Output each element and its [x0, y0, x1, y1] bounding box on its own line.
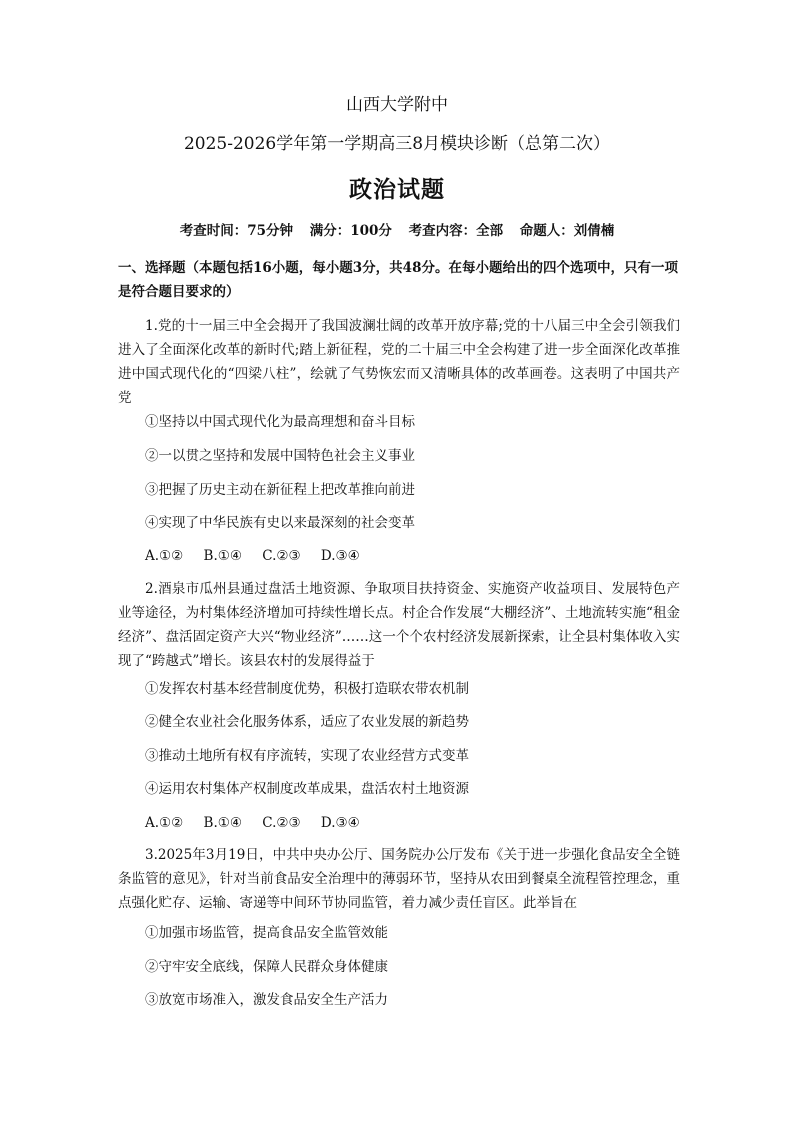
choice-a: A.①② [145, 548, 184, 564]
section-title: 一、选择题（本题包括16小题，每小题3分，共48分。在每小题给出的四个选项中，只有一项是符合题目要求的） [118, 260, 678, 300]
exam-info-line [0, 221, 794, 241]
question-1-option: ③把握了历史主动在新征程上把改革推向前进 [145, 482, 415, 498]
question-1-option: ②一以贯之坚持和发展中国特色社会主义事业 [145, 448, 415, 464]
exam-term-title: 2025-2026学年第一学期高三8月模块诊断（总第二次） [183, 134, 611, 154]
question-1-stem: 1.党的十一届三中全会揭开了我国波澜壮阔的改革开放序幕;党的十八届三中全会引领我们进入了全面深化改革的新时代;踏上新征程，党的二十届三中全会构建了进一步全面深化改革推进中国式现代化的“四梁八柱”，绘就了气势恢宏而又清晰具体的改革画卷。这表明了中国共产党 [118, 318, 680, 406]
exam-author: 命题人：刘倩楠 [519, 223, 615, 239]
exam-score: 满分：100分 [309, 223, 392, 239]
question-3-option: ③放宽市场准入，激发食品安全生产活力 [145, 992, 388, 1008]
question-2-stem: 2.酒泉市瓜州县通过盘活土地资源、争取项目扶持资金、实施资产收益项目、发展特色产业等途径，为村集体经济增加可持续性增长点。村企合作发展“大棚经济”、土地流转实施“租金经济”、盘活固定资产大兴“物业经济”……这一个个农村经济发展新探索，让全县村集体收入实现了“跨越式”增长。该县农村的发展得益于 [118, 581, 680, 669]
choice-d: D.③④ [320, 815, 360, 831]
question-3-option: ①加强市场监管，提高食品安全监管效能 [145, 925, 388, 941]
question-3-stem: 3.2025年3月19日，中共中央办公厅、国务院办公厅发布《关于进一步强化食品安全全链条监管的意见》，针对当前食品安全治理中的薄弱环节，坚持从农田到餐桌全流程管控理念，重点强化贮存、运输、寄递等中间环节协同监管，着力减少责任盲区。此举旨在 [118, 847, 680, 911]
subject-title: 政治试题 [349, 176, 445, 203]
question-2-option: ③推动土地所有权有序流转，实现了农业经营方式变革 [145, 748, 469, 764]
exam-time: 考查时间：75分钟 [179, 223, 293, 239]
choice-c: C.②③ [262, 548, 301, 564]
question-3-option: ②守牢安全底线，保障人民群众身体健康 [145, 959, 388, 975]
question-1-option: ①坚持以中国式现代化为最高理想和奋斗目标 [145, 414, 415, 430]
question-1-option: ④实现了中华民族有史以来最深刻的社会变革 [145, 515, 415, 531]
school-name: 山西大学附中 [346, 95, 448, 115]
question-2-choices [145, 813, 376, 833]
question-1-choices [145, 546, 376, 566]
question-2-option: ①发挥农村基本经营制度优势，积极打造联农带农机制 [145, 681, 469, 697]
question-2-option: ④运用农村集体产权制度改革成果，盘活农村土地资源 [145, 781, 469, 797]
choice-b: B.①④ [203, 548, 242, 564]
choice-b: B.①④ [203, 815, 242, 831]
choice-c: C.②③ [262, 815, 301, 831]
question-2-option: ②健全农业社会化服务体系，适应了农业发展的新趋势 [145, 714, 469, 730]
choice-a: A.①② [145, 815, 184, 831]
exam-content: 考查内容：全部 [408, 223, 504, 239]
choice-d: D.③④ [320, 548, 360, 564]
